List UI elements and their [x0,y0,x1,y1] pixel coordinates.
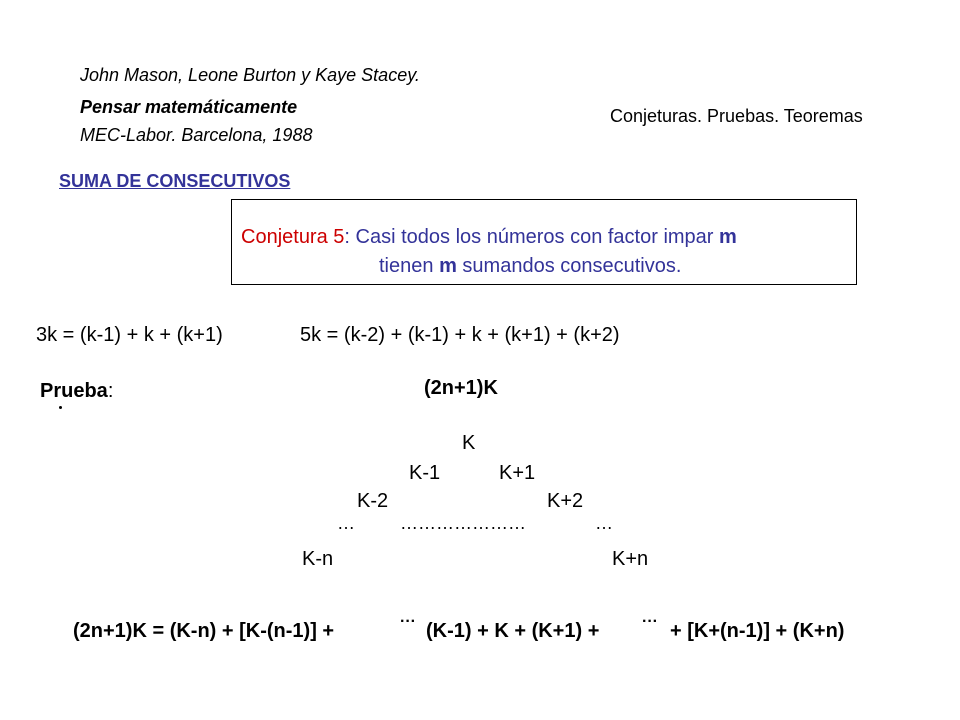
final-equation-dots-1: ··· [400,613,416,630]
final-equation-dots-2: ··· [642,613,658,630]
proof-label [40,380,113,403]
tree-term-k-plus-1: K+1 [499,462,536,484]
reference-authors: John Mason, Leone Burton y Kaye Stacey. [80,65,420,85]
topic-heading: Conjeturas. Pruebas. Teoremas [610,106,863,126]
reference-title: Pensar matemáticamente [80,97,298,117]
example-equation-3k: 3k = (k-1) + k + (k+1) [36,324,223,346]
conjecture-text-2-pre: tienen [379,255,440,277]
tree-term-k-minus-2: K-2 [357,490,389,512]
tree-dots-left: … [337,513,355,533]
conjecture-variable-m: m [719,226,737,248]
section-title: SUMA DE CONSECUTIVOS [59,171,291,191]
final-equation-part-3: + [K+(n-1)] + (K+n) [670,620,845,642]
tree-term-k-minus-1: K-1 [409,462,441,484]
final-equation-part-1: (2n+1)K = (K-n) + [K-(n-1)] + [73,620,335,642]
conjecture-text-1: Casi todos los números con factor impar [355,226,720,248]
tree-dots-right: … [595,513,613,533]
conjecture-text-2-post: sumandos consecutivos. [456,255,682,277]
conjecture-line-2 [379,255,681,278]
tree-term-k: K [462,432,476,454]
tree-term-k-minus-n: K-n [302,548,334,570]
conjecture-separator: : [344,226,356,248]
proof-label-text: Prueba [40,380,108,402]
conjecture-line-1 [241,226,737,249]
example-equation-5k: 5k = (k-2) + (k-1) + k + (k+1) + (k+2) [300,324,620,346]
tree-term-k-plus-2: K+2 [547,490,584,512]
tree-top-term: (2n+1)K [424,377,498,399]
tree-dots-middle: ………………… [400,513,526,533]
final-equation-part-2: (K-1) + K + (K+1) + [426,620,600,642]
proof-dot-mark [59,406,62,409]
tree-term-k-plus-n: K+n [612,548,649,570]
reference-publisher: MEC-Labor. Barcelona, 1988 [80,125,313,145]
proof-label-colon: : [107,380,114,402]
conjecture-label: Conjetura 5 [241,226,345,248]
conjecture-variable-m-2: m [439,255,457,277]
